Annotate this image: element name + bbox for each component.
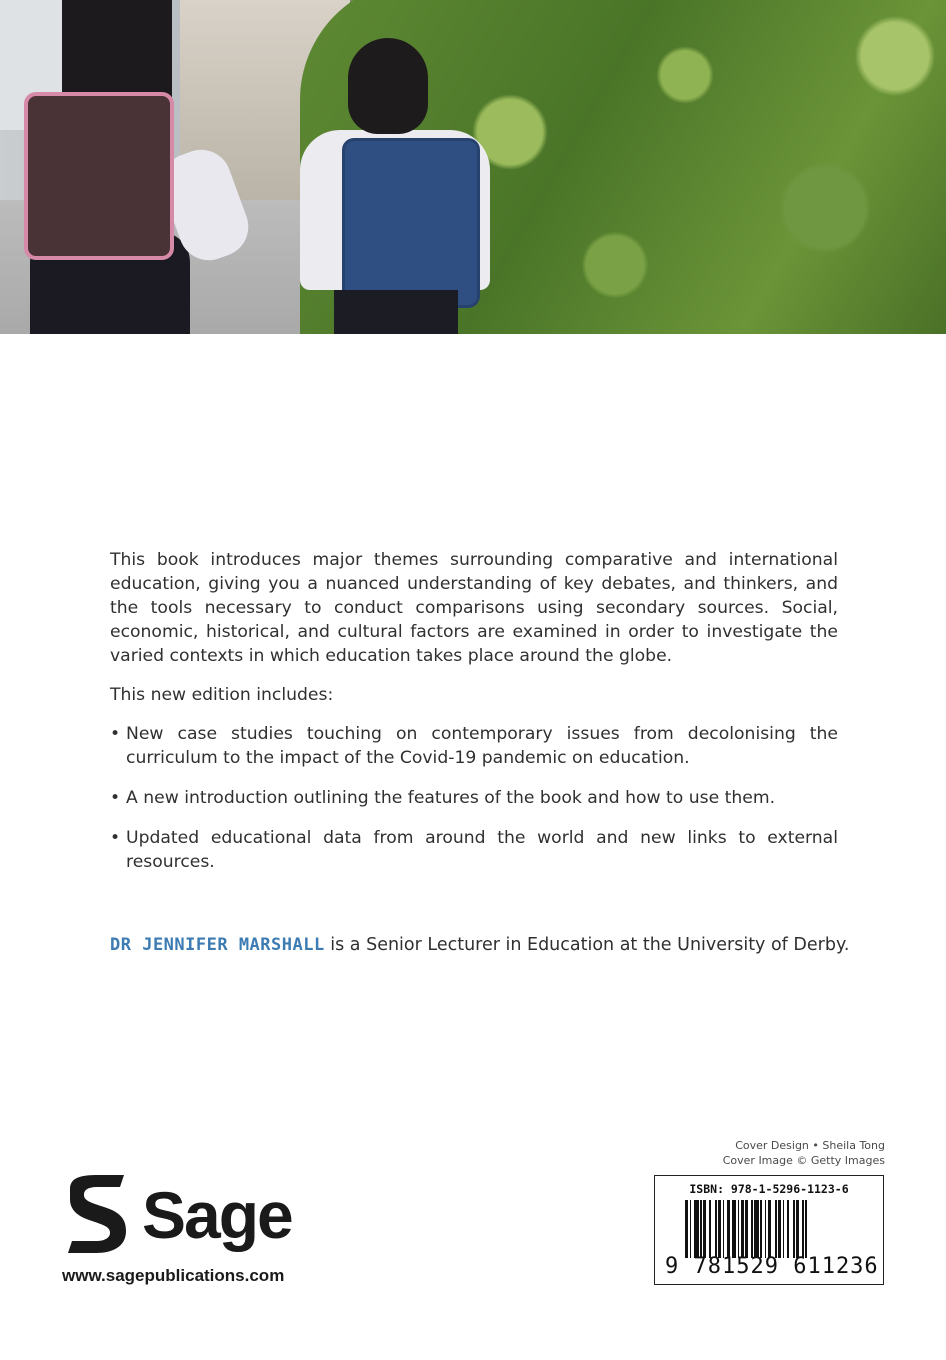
list-item-text: New case studies touching on contemporary issues from decolonising the curriculum to the impact of the Covid-19 pandemic on education. bbox=[126, 724, 838, 768]
barcode-bar bbox=[807, 1200, 810, 1258]
sage-s-icon bbox=[62, 1175, 132, 1255]
barcode-digits: 9 781529 611236 bbox=[665, 1254, 879, 1279]
publisher-website: www.sagepublications.com bbox=[62, 1266, 285, 1285]
list-item-text: Updated educational data from around the world and new links to external resources. bbox=[126, 828, 838, 872]
isbn-label: ISBN: 978-1-5296-1123-6 bbox=[689, 1182, 849, 1196]
boy-head bbox=[348, 38, 428, 134]
bullet-icon: • bbox=[110, 828, 121, 848]
author-bio bbox=[110, 932, 850, 958]
blue-backpack bbox=[342, 138, 480, 308]
author-name: DR JENNIFER MARSHALL bbox=[110, 935, 325, 955]
boy-legs bbox=[334, 290, 458, 334]
edition-intro: This new edition includes: bbox=[110, 685, 334, 705]
author-description: is a Senior Lecturer in Education at the University of Derby. bbox=[324, 935, 850, 955]
list-item bbox=[110, 786, 838, 810]
book-description: This book introduces major themes surrounding comparative and international education, giving you a nuanced understanding of key debates, and thinkers, and the tools necessary to conduct comparisons using secondary sources. Social, economic, historical, and cultural factors are examined in order to investigate the varied contexts in which education takes place around the globe. bbox=[110, 550, 838, 666]
pink-backpack bbox=[24, 92, 174, 260]
list-item-text: A new introduction outlining the features of the book and how to use them. bbox=[126, 788, 776, 808]
cover-image-credit: Cover Image © Getty Images bbox=[722, 1154, 885, 1167]
sage-logo bbox=[62, 1175, 302, 1255]
barcode-bars bbox=[685, 1200, 865, 1258]
cover-photo bbox=[0, 0, 946, 334]
bullet-icon: • bbox=[110, 788, 121, 808]
list-item bbox=[110, 826, 838, 874]
bullet-icon: • bbox=[110, 724, 121, 744]
publisher-logo-text: Sage bbox=[142, 1178, 292, 1252]
list-item bbox=[110, 722, 838, 770]
cover-credits bbox=[723, 1138, 885, 1168]
isbn-barcode bbox=[654, 1175, 884, 1285]
cover-design-credit: Cover Design • Sheila Tong bbox=[735, 1139, 885, 1152]
feature-list bbox=[110, 722, 838, 890]
